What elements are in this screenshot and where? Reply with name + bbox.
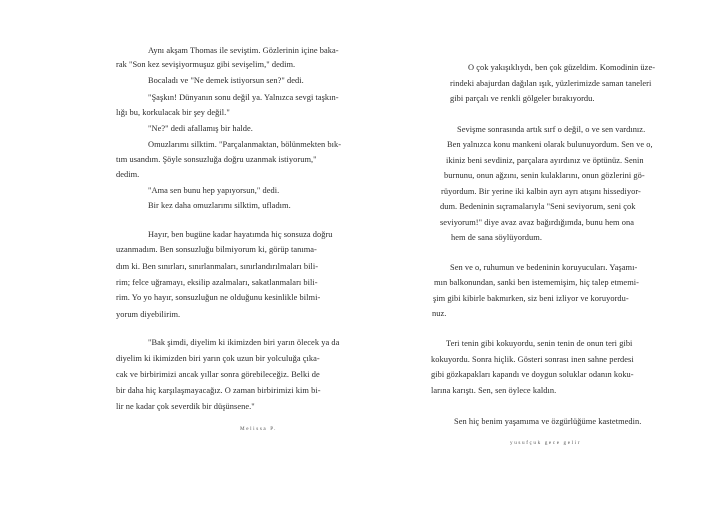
- text-line: rak "Son kez sevişiyormuşuz gibi sevişelim," dedim.: [116, 60, 296, 69]
- text-line: şim gibi kibirle bakmırken, siz beni izliyor ve koruyordu-: [433, 294, 629, 303]
- text-line: Bocaladı ve "Ne demek istiyorsun sen?" dedi.: [148, 76, 304, 85]
- text-line: tım usandım. Şöyle sonsuzluğa doğru uzanmak istiyorum,": [116, 155, 317, 164]
- text-line: dum. Bedeninin sıçramalarıyla "Seni seviyorum, seni çok: [440, 202, 636, 211]
- text-line: larına karıştı. Sen, sen öylece kaldın.: [431, 386, 557, 395]
- text-line: seviyorum!" diye avaz avaz bağırdığımda, bunu hem ona: [440, 218, 634, 227]
- text-line: gibi gözkapakları kapandı ve doygun soluklar odanın koku-: [431, 370, 634, 379]
- text-line: lir ne kadar çok severdik bir düşünsene.": [116, 402, 255, 411]
- text-line: Sen hiç benim yaşamıma ve özgürlüğüme kastetmedin.: [454, 417, 642, 426]
- text-line: rim. Yo yo hayır, sonsuzluğun ne olduğunu kesinlikle bilmi-: [116, 293, 321, 302]
- text-line: Aynı akşam Thomas ile seviştim. Gözlerinin içine baka-: [148, 46, 339, 55]
- text-line: diyelim ki ikimizden biri yarın çok uzun bir yolculuğa çıka-: [116, 354, 320, 363]
- text-line: O çok yakışıklıydı, ben çok güzeldim. Komodinin üze-: [468, 63, 656, 72]
- text-line: Hayır, ben bugüne kadar hayatımda hiç sonsuza doğru: [148, 230, 333, 239]
- text-line: dım ki. Ben sınırları, sınırlanmaları, sınırlandırılmaları bili-: [116, 262, 319, 271]
- text-line: yorum diyebilirim.: [116, 310, 181, 319]
- text-line: bir daha hiç karşılaşmayacağız. O zaman birbirimizi kim bi-: [116, 386, 321, 395]
- text-line: "Ama sen bunu hep yapıyorsun," dedi.: [148, 186, 280, 195]
- text-line: ikiniz beni sevdiniz, parçalara ayırdınız ve öptünüz. Senin: [446, 156, 644, 165]
- text-line: "Ne?" dedi afallamış bir halde.: [148, 124, 253, 133]
- text-line: Omuzlarımı silktim. "Parçalanmaktan, bölünmekten bık-: [148, 140, 342, 149]
- text-line: "Şaşkın! Dünyanın sonu değil ya. Yalnızca sevgi taşkın-: [148, 93, 339, 102]
- text-line: kokuyordu. Sonra hiçlik. Gösteri sonrası inen sahne perdesi: [431, 355, 634, 364]
- text-line: Teri tenin gibi kokuyordu, senin tenin de onun teri gibi: [446, 339, 633, 348]
- text-line: uzanmadım. Ben sonsuzluğu bilmiyorum ki, görüp tanıma-: [116, 245, 317, 254]
- text-line: Ben yalnızca konu mankeni olarak bulunuyordum. Sen ve o,: [447, 140, 653, 149]
- text-line: mın balkonundan, sanki ben istememişim, hiç talep etmemi-: [434, 278, 639, 287]
- text-line: Bir kez daha omuzlarımı silktim, ufladım.: [148, 201, 291, 210]
- page-footer-author: Melissa P.: [240, 426, 278, 432]
- text-line: rim; felce uğramayı, eksilip azalmaları, sakatlanmaları bili-: [116, 278, 318, 287]
- text-line: Sen ve o, ruhumun ve bedeninin koruyucuları. Yaşamı-: [450, 263, 638, 272]
- text-line: nuz.: [432, 309, 447, 318]
- page-footer-title: yusufçuk gece gelir: [510, 440, 582, 446]
- text-line: rüyordum. Bir yerine iki kalbin ayrı ayrı atışını hissediyor-: [441, 187, 641, 196]
- text-line: hem de sana söylüyordum.: [451, 233, 542, 242]
- text-line: "Bak şimdi, diyelim ki ikimizden biri yarın ölecek ya da: [148, 338, 340, 347]
- text-line: lığı bu, korkulacak bir şey değil.": [116, 108, 230, 117]
- right-page: [364, 0, 728, 515]
- text-line: rindeki abajurdan dağılan ışık, yüzlerimizde saman taneleri: [450, 79, 652, 88]
- text-line: cak ve birbirimizi ancak yıllar sonra görebileceğiz. Belki de: [116, 370, 320, 379]
- text-line: gibi parçalı ve renkli gölgeler bırakıyordu.: [450, 94, 595, 103]
- text-line: Sevişme sonrasında artık sırf o değil, o ve sen vardınız.: [457, 125, 646, 134]
- text-line: dedim.: [116, 170, 140, 179]
- text-line: burnunu, onun ağzını, senin kulaklarını, onun gözlerini gö-: [444, 171, 645, 180]
